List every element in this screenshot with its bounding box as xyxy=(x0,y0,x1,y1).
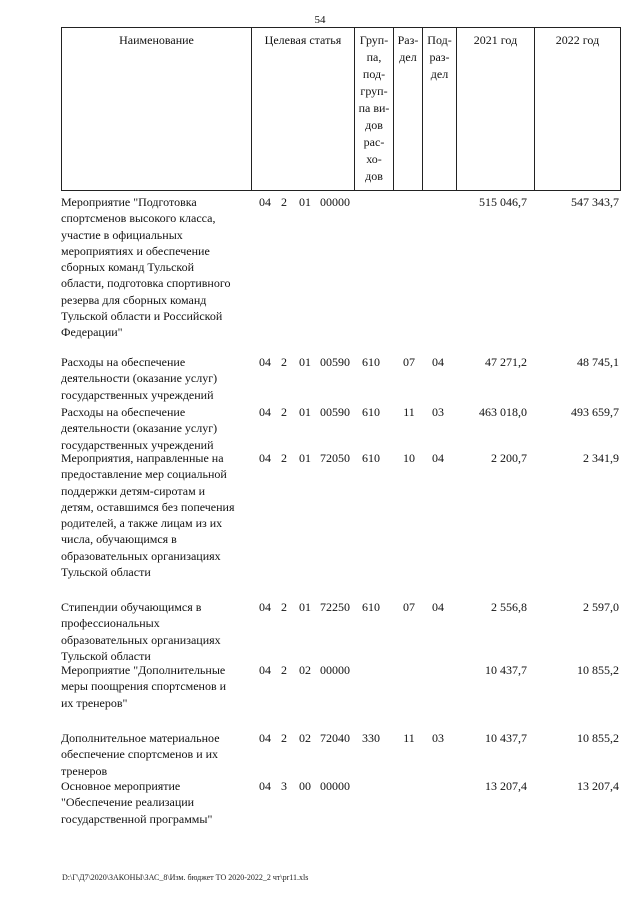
row-name-line: родителей, а также лицам из их xyxy=(61,516,223,531)
target-code-direction: 00000 xyxy=(320,663,350,677)
row-name-line: государственных учреждений xyxy=(61,437,214,452)
file-path-footer: D:\Г\Д7\2020\ЗАКОНЫ\ЗАС_8\Изм. бюджет ТО 2020-2022_2 чт\pr11.xls xyxy=(62,873,309,882)
header-group-line: Груп- xyxy=(359,33,389,47)
row-name-line: области, подготовка спортивного xyxy=(61,276,231,291)
row-name xyxy=(61,662,251,711)
amount-2022: 10 855,2 xyxy=(577,663,619,677)
row-name-line: профессиональных xyxy=(61,616,160,631)
expense-group: 610 xyxy=(362,355,380,369)
target-code-program: 04 xyxy=(259,405,271,419)
row-name-line: спортсменов высокого класса, xyxy=(61,211,216,226)
table-header xyxy=(61,27,621,191)
row-name-line: Стипендии обучающимся в xyxy=(61,600,202,614)
header-subsection-line: раз- xyxy=(429,50,450,64)
row-name-line: участие в официальных xyxy=(61,227,183,242)
row-name-line: сборных команд Тульской xyxy=(61,260,195,275)
row-name-line: деятельности (оказание услуг) xyxy=(61,421,218,436)
target-code-program: 04 xyxy=(259,600,271,614)
amount-2021: 463 018,0 xyxy=(479,405,527,419)
section-code: 11 xyxy=(403,405,415,419)
row-name-line: Мероприятие "Дополнительные xyxy=(61,663,226,677)
page-number: 54 xyxy=(314,14,326,26)
subsection-code: 04 xyxy=(432,451,444,465)
row-name-line: числа, обучающимся в xyxy=(61,532,177,547)
amount-2021: 10 437,7 xyxy=(485,663,527,677)
subsection-code: 04 xyxy=(432,600,444,614)
amount-2021: 13 207,4 xyxy=(485,779,527,793)
target-code-subprogram: 2 xyxy=(281,600,287,614)
row-name-line: Тульской области xyxy=(61,648,151,663)
section-code: 11 xyxy=(403,731,415,745)
target-code-event: 01 xyxy=(299,195,311,209)
row-name xyxy=(61,354,251,403)
row-name-line: меры поощрения спортсменов и xyxy=(61,679,227,694)
row-name-line: Тульской области и Российской xyxy=(61,309,223,324)
row-name xyxy=(61,194,251,341)
row-name-line: деятельности (оказание услуг) xyxy=(61,371,218,386)
target-code-event: 02 xyxy=(299,663,311,677)
row-name-line: Дополнительное материальное xyxy=(61,731,220,745)
target-code-subprogram: 2 xyxy=(281,663,287,677)
row-name-line: Расходы на обеспечение xyxy=(61,355,186,369)
header-group-line: хо- xyxy=(366,152,382,166)
row-name-line: государственной программы" xyxy=(61,811,213,826)
target-code-program: 04 xyxy=(259,355,271,369)
expense-group: 610 xyxy=(362,451,380,465)
target-code-direction: 72250 xyxy=(320,600,350,614)
row-name xyxy=(61,599,251,664)
row-name-line: тренеров xyxy=(61,763,108,778)
target-code-direction: 72040 xyxy=(320,731,350,745)
target-code-program: 04 xyxy=(259,731,271,745)
target-code-program: 04 xyxy=(259,663,271,677)
row-name-line: Расходы на обеспечение xyxy=(61,405,186,419)
target-code-event: 01 xyxy=(299,355,311,369)
header-section-line: Раз- xyxy=(397,33,419,47)
target-code-direction: 00590 xyxy=(320,405,350,419)
row-name-line: образовательных организациях xyxy=(61,548,221,563)
expense-group: 330 xyxy=(362,731,380,745)
row-name-line: Тульской области xyxy=(61,565,151,580)
amount-2021: 10 437,7 xyxy=(485,731,527,745)
expense-group: 610 xyxy=(362,600,380,614)
amount-2022: 48 745,1 xyxy=(577,355,619,369)
amount-2021: 2 556,8 xyxy=(491,600,527,614)
row-name xyxy=(61,730,251,779)
header-subsection-line: дел xyxy=(430,67,449,81)
row-name-line: Мероприятие "Подготовка xyxy=(61,195,197,209)
section-code: 07 xyxy=(403,355,415,369)
row-name-line: их тренеров" xyxy=(61,695,128,710)
target-code-direction: 72050 xyxy=(320,451,350,465)
section-code: 07 xyxy=(403,600,415,614)
header-subsection-line: Под- xyxy=(427,33,452,47)
target-code-subprogram: 2 xyxy=(281,731,287,745)
amount-2022: 493 659,7 xyxy=(571,405,619,419)
header-group-line: рас- xyxy=(363,135,385,149)
amount-2021: 47 271,2 xyxy=(485,355,527,369)
amount-2021: 515 046,7 xyxy=(479,195,527,209)
header-target: Целевая статья xyxy=(252,28,355,190)
target-code-direction: 00000 xyxy=(320,195,350,209)
section-code: 10 xyxy=(403,451,415,465)
row-name-line: мероприятиях и обеспечение xyxy=(61,243,210,258)
target-code-event: 02 xyxy=(299,731,311,745)
amount-2022: 2 597,0 xyxy=(583,600,619,614)
target-code-event: 01 xyxy=(299,451,311,465)
header-2021: 2021 год xyxy=(457,28,535,190)
amount-2022: 547 343,7 xyxy=(571,195,619,209)
header-2022: 2022 год xyxy=(555,33,600,47)
row-name-line: резерва для сборных команд xyxy=(61,292,207,307)
row-name-line: государственных учреждений xyxy=(61,387,214,402)
target-code-program: 04 xyxy=(259,451,271,465)
header-name: Наименование xyxy=(62,28,252,190)
amount-2021: 2 200,7 xyxy=(491,451,527,465)
header-subsection xyxy=(423,28,457,190)
row-name-line: детям, оставшимся без попечения xyxy=(61,499,235,514)
amount-2022: 10 855,2 xyxy=(577,731,619,745)
subsection-code: 03 xyxy=(432,731,444,745)
target-code-event: 00 xyxy=(299,779,311,793)
expense-group: 610 xyxy=(362,405,380,419)
row-name-line: поддержки детям-сиротам и xyxy=(61,483,206,498)
row-name-line: Федерации" xyxy=(61,325,123,340)
header-group-line: дов xyxy=(365,169,383,183)
target-code-event: 01 xyxy=(299,600,311,614)
target-code-subprogram: 2 xyxy=(281,195,287,209)
target-code-program: 04 xyxy=(259,195,271,209)
subsection-code: 03 xyxy=(432,405,444,419)
header-group-line: па, xyxy=(366,50,382,64)
target-code-subprogram: 2 xyxy=(281,355,287,369)
row-name-line: обеспечение спортсменов и их xyxy=(61,747,219,762)
subsection-code: 04 xyxy=(432,355,444,369)
header-group xyxy=(355,28,394,190)
header-group-line: груп- xyxy=(360,84,388,98)
amount-2022: 13 207,4 xyxy=(577,779,619,793)
amount-2022: 2 341,9 xyxy=(583,451,619,465)
row-name xyxy=(61,778,251,827)
target-code-direction: 00590 xyxy=(320,355,350,369)
header-section xyxy=(394,28,423,190)
target-code-subprogram: 2 xyxy=(281,451,287,465)
target-code-subprogram: 2 xyxy=(281,405,287,419)
target-code-subprogram: 3 xyxy=(281,779,287,793)
row-name-line: предоставление мер социальной xyxy=(61,467,227,482)
header-section-line: дел xyxy=(399,50,417,64)
header-group-line: под- xyxy=(362,67,386,81)
header-group-line: па ви- xyxy=(358,101,390,115)
row-name xyxy=(61,450,251,580)
header-group-line: дов xyxy=(365,118,383,132)
target-code-program: 04 xyxy=(259,779,271,793)
row-name-line: образовательных организациях xyxy=(61,632,221,647)
row-name-line: "Обеспечение реализации xyxy=(61,795,195,810)
target-code-direction: 00000 xyxy=(320,779,350,793)
row-name-line: Основное мероприятие xyxy=(61,779,181,793)
target-code-event: 01 xyxy=(299,405,311,419)
row-name-line: Мероприятия, направленные на xyxy=(61,451,224,465)
row-name xyxy=(61,404,251,453)
